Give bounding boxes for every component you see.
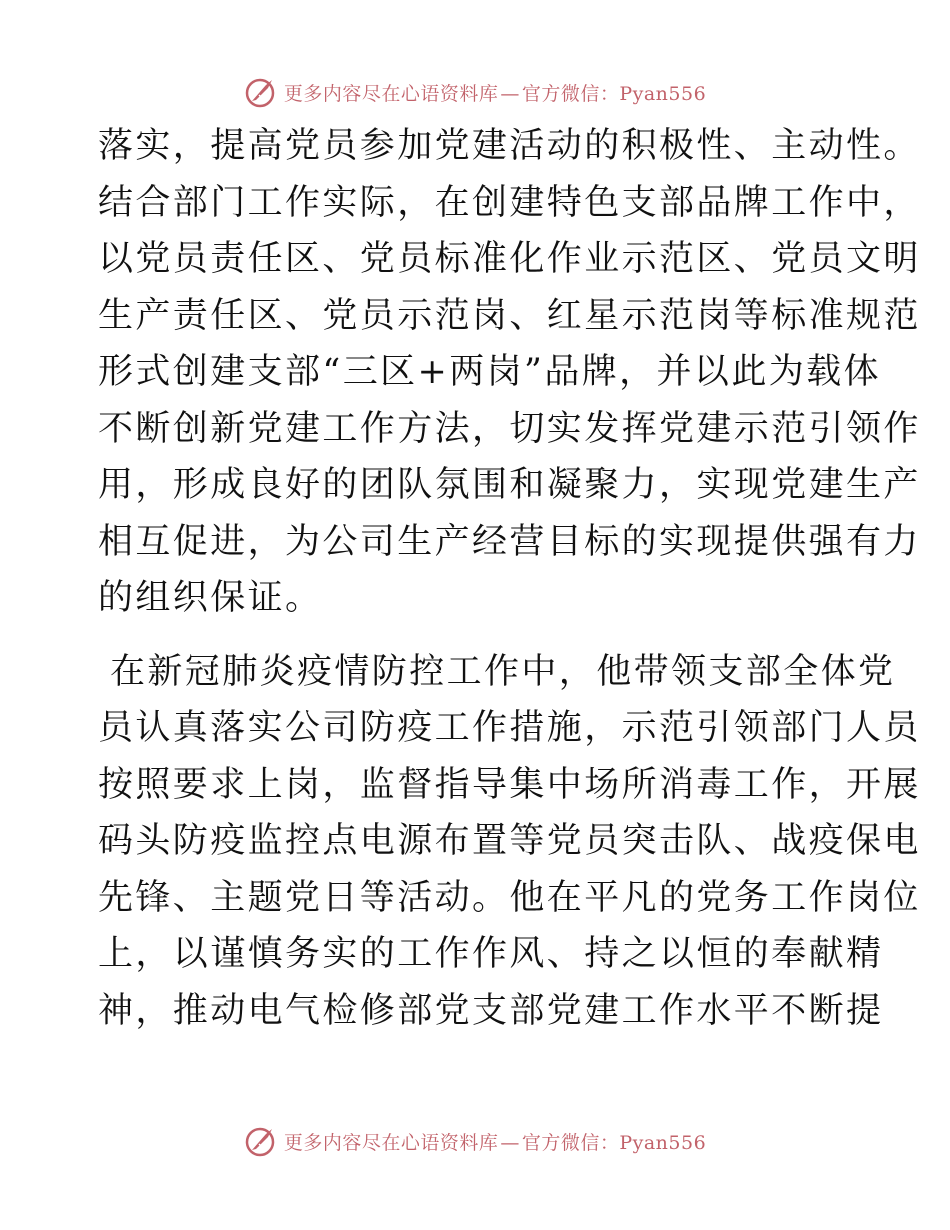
text-line: 神，推动电气检修部党支部党建工作水平不断提 <box>98 990 884 1031</box>
paragraph-spacer <box>98 627 858 644</box>
watermark-contact: 官方微信：Pyan556 <box>521 82 707 105</box>
text-line: 以党员责任区、党员标准化作业示范区、党员文明 <box>98 239 921 279</box>
paragraph-2 <box>98 644 921 1040</box>
text-line: 的组织保证。 <box>98 578 323 618</box>
watermark-contact: 官方微信：Pyan556 <box>521 1131 707 1154</box>
watermark-text <box>284 1128 706 1155</box>
watermark-separator: — <box>500 1131 520 1154</box>
document-body <box>98 118 921 1039</box>
text-line: 形式创建支部“三区+两岗”品牌，并以此为载体 <box>98 352 881 392</box>
watermark-text <box>284 79 706 106</box>
text-line: 结合部门工作实际，在创建特色支部品牌工作中， <box>98 182 921 223</box>
text-line: 码头防疫监控点电源布置等党员突击队、战疫保电 <box>98 821 921 861</box>
watermark-title: 更多内容尽在心语资料库 <box>283 1131 499 1154</box>
text-line: 相互促进，为公司生产经营目标的实现提供强有力 <box>98 521 921 562</box>
header-watermark <box>0 72 950 112</box>
footer-watermark <box>0 1121 950 1161</box>
text-line: 不断创新党建工作方法，切实发挥党建示范引领作 <box>98 408 921 449</box>
text-line: 落实，提高党员参加党建活动的积极性、主动性。 <box>98 126 921 166</box>
paragraph-1 <box>98 118 921 627</box>
text-line: 上，以谨慎务实的工作作风、持之以恒的奉献精 <box>98 934 884 974</box>
text-line: 用，形成良好的团队氛围和凝聚力，实现党建生产 <box>98 465 921 505</box>
watermark-title: 更多内容尽在心语资料库 <box>283 82 499 105</box>
text-line: 先锋、主题党日等活动。他在平凡的党务工作岗位 <box>98 877 921 918</box>
quill-seal-icon <box>244 1124 278 1158</box>
text-line: 生产责任区、党员示范岗、红星示范岗等标准规范 <box>98 295 921 336</box>
quill-seal-icon <box>244 75 278 109</box>
text-line: 在新冠肺炎疫情防控工作中，他带领支部全体党 <box>110 651 896 692</box>
watermark-separator: — <box>500 82 520 105</box>
text-line: 员认真落实公司防疫工作措施，示范引领部门人员 <box>98 708 921 748</box>
text-line: 按照要求上岗，监督指导集中场所消毒工作，开展 <box>98 764 921 805</box>
